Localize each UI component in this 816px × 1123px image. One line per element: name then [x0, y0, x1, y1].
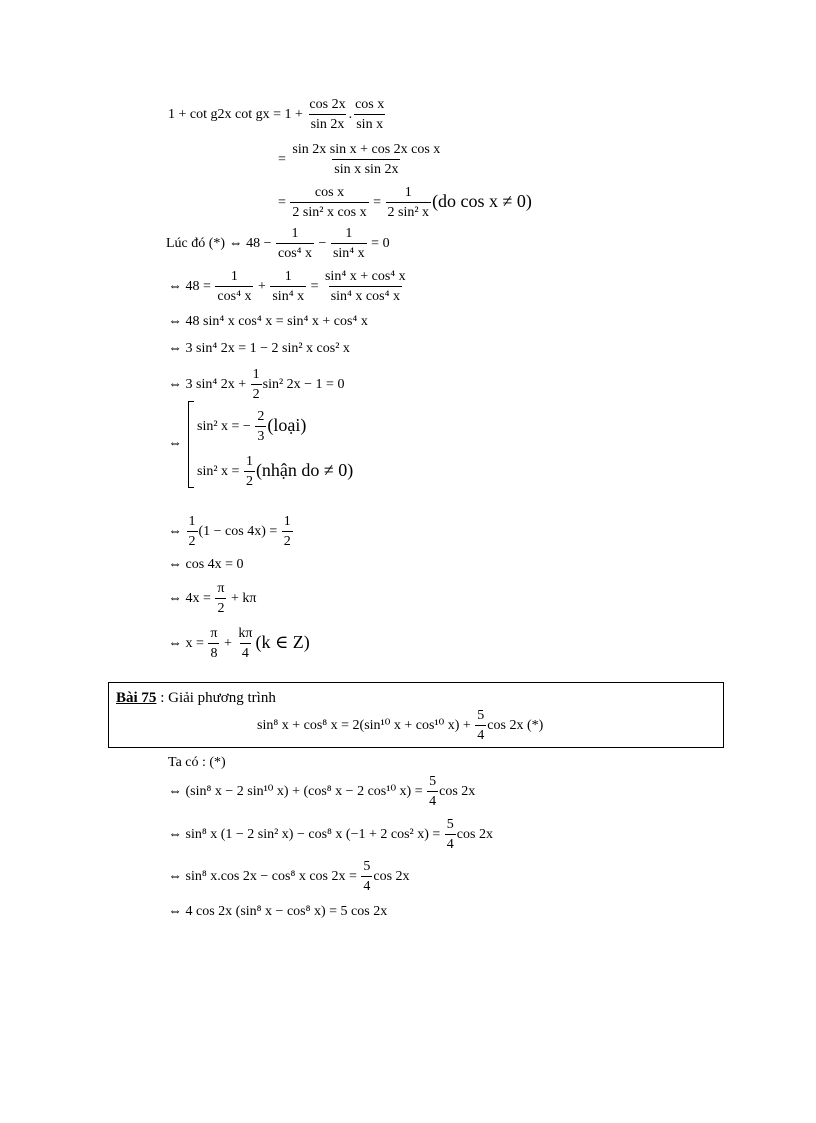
frac: $\frac{1}{2}$	[188, 514, 196, 549]
sol-line-1: ⇔ (sin⁸ x − 2 sin¹⁰ x) + (cos⁸ x − 2 cos¹⁰ x) = $\frac{5}{4}$ cos 2x	[168, 774, 476, 809]
eq-line-5: ⇔ 48 = $\frac{1}{\text{cos⁴ x}}$ + $\frac{1}{\text{sin⁴ x}}$ = $\frac{\text{sin⁴ x + cos⁴ x}}{\text{sin⁴ x cos⁴ x}}$	[168, 269, 406, 304]
eq-1-left: 1 + cot g2x cot gx = 1 +	[168, 107, 307, 123]
eq-line-7: ⇔ 3 sin⁴ 2x = 1 − 2 sin² x cos² x	[168, 341, 350, 356]
frac: $\frac{1}{\text{sin⁴ x}}$	[272, 269, 305, 304]
frac: $\frac{5}{4}$	[363, 859, 371, 894]
frac: $\frac{\pi}{2}$	[217, 581, 225, 616]
case-arrow: ⇔	[168, 436, 182, 451]
frac: $\frac{1}{\text{cos⁴ x}}$	[217, 269, 252, 304]
frac: $\frac{\cos 2x}{\sin 2x}$	[309, 97, 346, 132]
eq-line-11: ⇔ 4x = $\frac{\pi}{2}$ + kπ	[168, 581, 257, 616]
case-2: sin² x = $\frac{1}{2}$ (nhận do ≠ 0)	[197, 454, 354, 489]
case-bracket	[188, 401, 194, 488]
frac: $\frac{1}{\text{2 sin² x}}$	[387, 185, 430, 220]
frac: $\frac{1}{2}$	[245, 454, 253, 489]
frac: $\frac{k\pi}{4}$	[238, 626, 253, 661]
sol-line-2: ⇔ sin⁸ x (1 − 2 sin² x) − cos⁸ x (−1 + 2 cos² x) = $\frac{5}{4}$ cos 2x	[168, 817, 493, 852]
problem-box	[108, 682, 724, 748]
sol-line-4: ⇔ 4 cos 2x (sin⁸ x − cos⁸ x) = 5 cos 2x	[168, 904, 388, 919]
frac: $\frac{5}{4}$	[446, 817, 454, 852]
case-1: sin² x = − $\frac{2}{3}$ (loại)	[197, 409, 307, 444]
eq-line-6: ⇔ 48 sin⁴ x cos⁴ x = sin⁴ x + cos⁴ x	[168, 314, 368, 329]
eq-line-2: = $\frac{\text{sin 2x sin x + cos 2x cos x}}{\text{sin x sin 2x}}$	[278, 142, 441, 177]
problem-title: Bài 75	[116, 690, 157, 706]
eq-line-9: ⇔ $\frac{1}{2}$ (1 − cos 4x) = $\frac{1}{2}$	[168, 514, 291, 549]
eq-line-4: Lúc đó (*) ⇔ 48 − $\frac{1}{\text{cos⁴ x}}$ − $\frac{1}{\text{sin⁴ x}}$ = 0	[166, 226, 390, 261]
frac: $\frac{1}{2}$	[252, 367, 260, 402]
frac: $\frac{\pi}{8}$	[210, 626, 218, 661]
problem-heading: Bài 75 : Giải phương trình	[116, 690, 276, 706]
frac: $\frac{\text{sin 2x sin x + cos 2x cos x}}{\text{sin x sin 2x}}$	[292, 142, 441, 177]
note: (do cos x ≠ 0)	[432, 191, 532, 212]
eq-line-8: ⇔ 3 sin⁴ 2x + $\frac{1}{2}$ sin² 2x − 1 = 0	[168, 367, 345, 402]
frac: $\frac{2}{3}$	[257, 409, 265, 444]
problem-equation: sin⁸ x + cos⁸ x = 2(sin¹⁰ x + cos¹⁰ x) + $\frac{5}{4}$ cos 2x (*)	[257, 708, 544, 743]
frac: $\frac{1}{\text{cos⁴ x}}$	[278, 226, 313, 261]
frac: $\frac{5}{4}$	[477, 708, 485, 743]
sol-line-3: ⇔ sin⁸ x.cos 2x − cos⁸ x cos 2x = $\frac{5}{4}$ cos 2x	[168, 859, 410, 894]
eq-line-10: ⇔ cos 4x = 0	[168, 557, 244, 572]
frac: $\frac{\text{cos x}}{\text{2 sin² x cos x}}$	[292, 185, 367, 220]
solution-intro: Ta có : (*)	[168, 755, 226, 770]
frac: $\frac{\text{sin⁴ x + cos⁴ x}}{\text{sin⁴ x cos⁴ x}}$	[324, 269, 406, 304]
eq-line-1: 1 + cot g2x cot gx = 1 + $\frac{\cos 2x}{\sin 2x}$ . $\frac{\text{cos x}}{\text{sin x}}$	[168, 97, 385, 132]
frac: $\frac{1}{\text{sin⁴ x}}$	[332, 226, 365, 261]
eq-line-3: = $\frac{\text{cos x}}{\text{2 sin² x cos x}}$ = $\frac{1}{\text{2 sin² x}}$ (do cos x ≠ 0)	[278, 185, 532, 220]
frac: $\frac{1}{2}$	[283, 514, 291, 549]
eq-line-12: ⇔ x = $\frac{\pi}{8}$ + $\frac{k\pi}{4}$ (k ∈ Z)	[168, 626, 310, 661]
frac: $\frac{5}{4}$	[429, 774, 437, 809]
frac: $\frac{\text{cos x}}{\text{sin x}}$	[355, 97, 385, 132]
